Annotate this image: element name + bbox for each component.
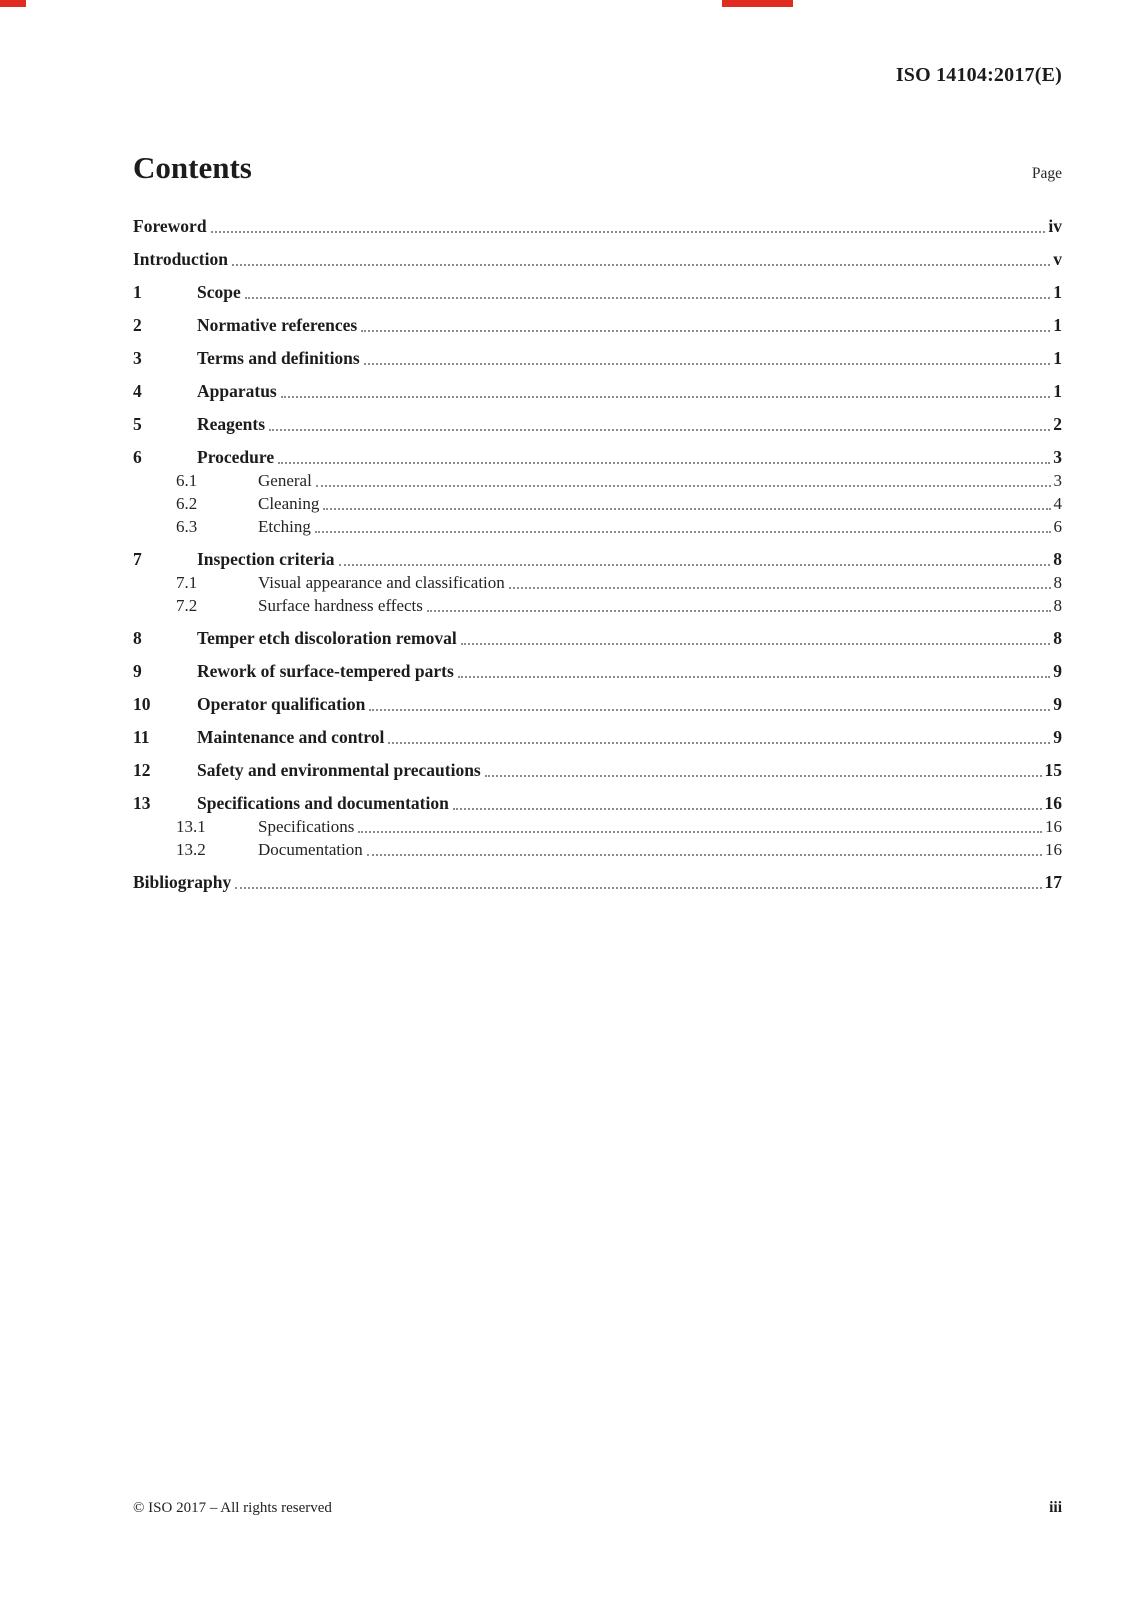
toc-entry-foreword[interactable]	[133, 216, 1062, 237]
toc-entry-page: 6	[1053, 517, 1062, 536]
toc-entry-7[interactable]	[133, 549, 1062, 570]
toc-entry-number: 7.1	[176, 573, 198, 592]
toc-list	[133, 216, 1062, 893]
page-body	[133, 0, 1062, 893]
toc-entry-page: 17	[1044, 872, 1062, 892]
toc-entry-title: Apparatus	[197, 381, 277, 401]
toc-entry-number: 13.1	[176, 817, 206, 836]
toc-entry-title: Bibliography	[133, 872, 232, 892]
toc-entry-6-2[interactable]	[176, 493, 1062, 514]
toc-entry-6-1[interactable]	[176, 470, 1062, 491]
toc-entry-6-3[interactable]	[176, 516, 1062, 537]
toc-entry-page: 8	[1053, 596, 1062, 615]
toc-entry-title: Foreword	[133, 216, 207, 236]
toc-entry-page: 3	[1053, 447, 1062, 467]
toc-entry-page: 16	[1045, 817, 1062, 836]
toc-entry-page: 4	[1053, 494, 1062, 513]
toc-entry-page: 15	[1044, 760, 1062, 780]
toc-entry-title: Specifications	[258, 817, 355, 836]
toc-entry-bibliography[interactable]	[133, 872, 1062, 893]
toc-entry-title: General	[258, 471, 312, 490]
toc-entry-number: 6	[133, 447, 142, 467]
toc-entry-title: Scope	[197, 282, 241, 302]
toc-entry-3[interactable]	[133, 348, 1062, 369]
toc-entry-number: 13.2	[176, 840, 206, 859]
toc-entry-page: 16	[1045, 840, 1062, 859]
toc-entry-title: Reagents	[197, 414, 266, 434]
toc-entry-title: Visual appearance and classification	[258, 573, 505, 592]
toc-entry-13-2[interactable]	[176, 839, 1062, 860]
toc-entry-8[interactable]	[133, 628, 1062, 649]
folio-page-number: iii	[1049, 1499, 1062, 1516]
toc-entry-title: Inspection criteria	[197, 549, 335, 569]
toc-entry-number: 12	[133, 760, 151, 780]
toc-entry-title: Etching	[258, 517, 311, 536]
toc-entry-number: 13	[133, 793, 151, 813]
toc-entry-number: 8	[133, 628, 142, 648]
toc-entry-page: 9	[1053, 661, 1062, 681]
toc-entry-page: 2	[1053, 414, 1062, 434]
copyright-notice: © ISO 2017 – All rights reserved	[133, 1500, 332, 1516]
toc-entry-title: Maintenance and control	[197, 727, 385, 747]
toc-entry-title: Safety and environmental precautions	[197, 760, 481, 780]
toc-entry-title: Terms and definitions	[197, 348, 360, 368]
toc-entry-title: Surface hardness effects	[258, 596, 423, 615]
toc-entry-page: 1	[1053, 282, 1062, 302]
toc-entry-page: 8	[1053, 628, 1062, 648]
page-title: Contents	[133, 150, 252, 185]
toc-entry-page: iv	[1048, 216, 1062, 236]
toc-entry-title: Procedure	[197, 447, 275, 467]
toc-entry-title: Documentation	[258, 840, 363, 859]
toc-entry-7-2[interactable]	[176, 595, 1062, 616]
toc-entry-number: 6.3	[176, 517, 198, 536]
toc-entry-12[interactable]	[133, 760, 1062, 781]
toc-entry-9[interactable]	[133, 661, 1062, 682]
contents-header	[133, 150, 1062, 186]
toc-entry-number: 11	[133, 727, 150, 747]
toc-entry-page: 3	[1053, 471, 1062, 490]
toc-entry-13-1[interactable]	[176, 816, 1062, 837]
toc-entry-11[interactable]	[133, 727, 1062, 748]
toc-entry-number: 3	[133, 348, 142, 368]
toc-entry-4[interactable]	[133, 381, 1062, 402]
toc-entry-number: 5	[133, 414, 142, 434]
toc-entry-title: Rework of surface-tempered parts	[197, 661, 454, 681]
toc-entry-page: 9	[1053, 727, 1062, 747]
toc-entry-number: 4	[133, 381, 142, 401]
toc-entry-page: 8	[1053, 549, 1062, 569]
toc-entry-title: Cleaning	[258, 494, 320, 513]
toc-entry-10[interactable]	[133, 694, 1062, 715]
toc-entry-number: 7.2	[176, 596, 198, 615]
toc-entry-page: 1	[1053, 348, 1062, 368]
toc-entry-number: 7	[133, 549, 142, 569]
toc-entry-7-1[interactable]	[176, 572, 1062, 593]
toc-entry-page: 16	[1044, 793, 1062, 813]
toc-entry-1[interactable]	[133, 282, 1062, 303]
toc-entry-2[interactable]	[133, 315, 1062, 336]
toc-entry-number: 9	[133, 661, 142, 681]
toc-entry-page: 1	[1053, 315, 1062, 335]
page-footer	[133, 1499, 1062, 1517]
toc-entry-number: 6.2	[176, 494, 198, 513]
toc-entry-page: 8	[1053, 573, 1062, 592]
toc-entry-5[interactable]	[133, 414, 1062, 435]
toc-entry-6[interactable]	[133, 447, 1062, 468]
document-reference: ISO 14104:2017(E)	[895, 64, 1062, 86]
toc-entry-title: Introduction	[133, 249, 228, 269]
toc-entry-number: 10	[133, 694, 151, 714]
toc-entry-title: Normative references	[197, 315, 358, 335]
toc-entry-13[interactable]	[133, 793, 1062, 814]
page-column-label: Page	[1031, 165, 1062, 182]
toc-entry-page: 9	[1053, 694, 1062, 714]
toc-entry-number: 2	[133, 315, 142, 335]
toc-entry-title: Temper etch discoloration removal	[197, 628, 457, 648]
toc-entry-title: Operator qualification	[197, 694, 366, 714]
red-scan-mark-left	[0, 0, 26, 7]
toc-entry-page: v	[1053, 249, 1062, 269]
toc-entry-number: 1	[133, 282, 142, 302]
toc-entry-number: 6.1	[176, 471, 198, 490]
toc-entry-title: Specifications and documentation	[197, 793, 449, 813]
toc-entry-introduction[interactable]	[133, 249, 1062, 270]
toc-entry-page: 1	[1053, 381, 1062, 401]
